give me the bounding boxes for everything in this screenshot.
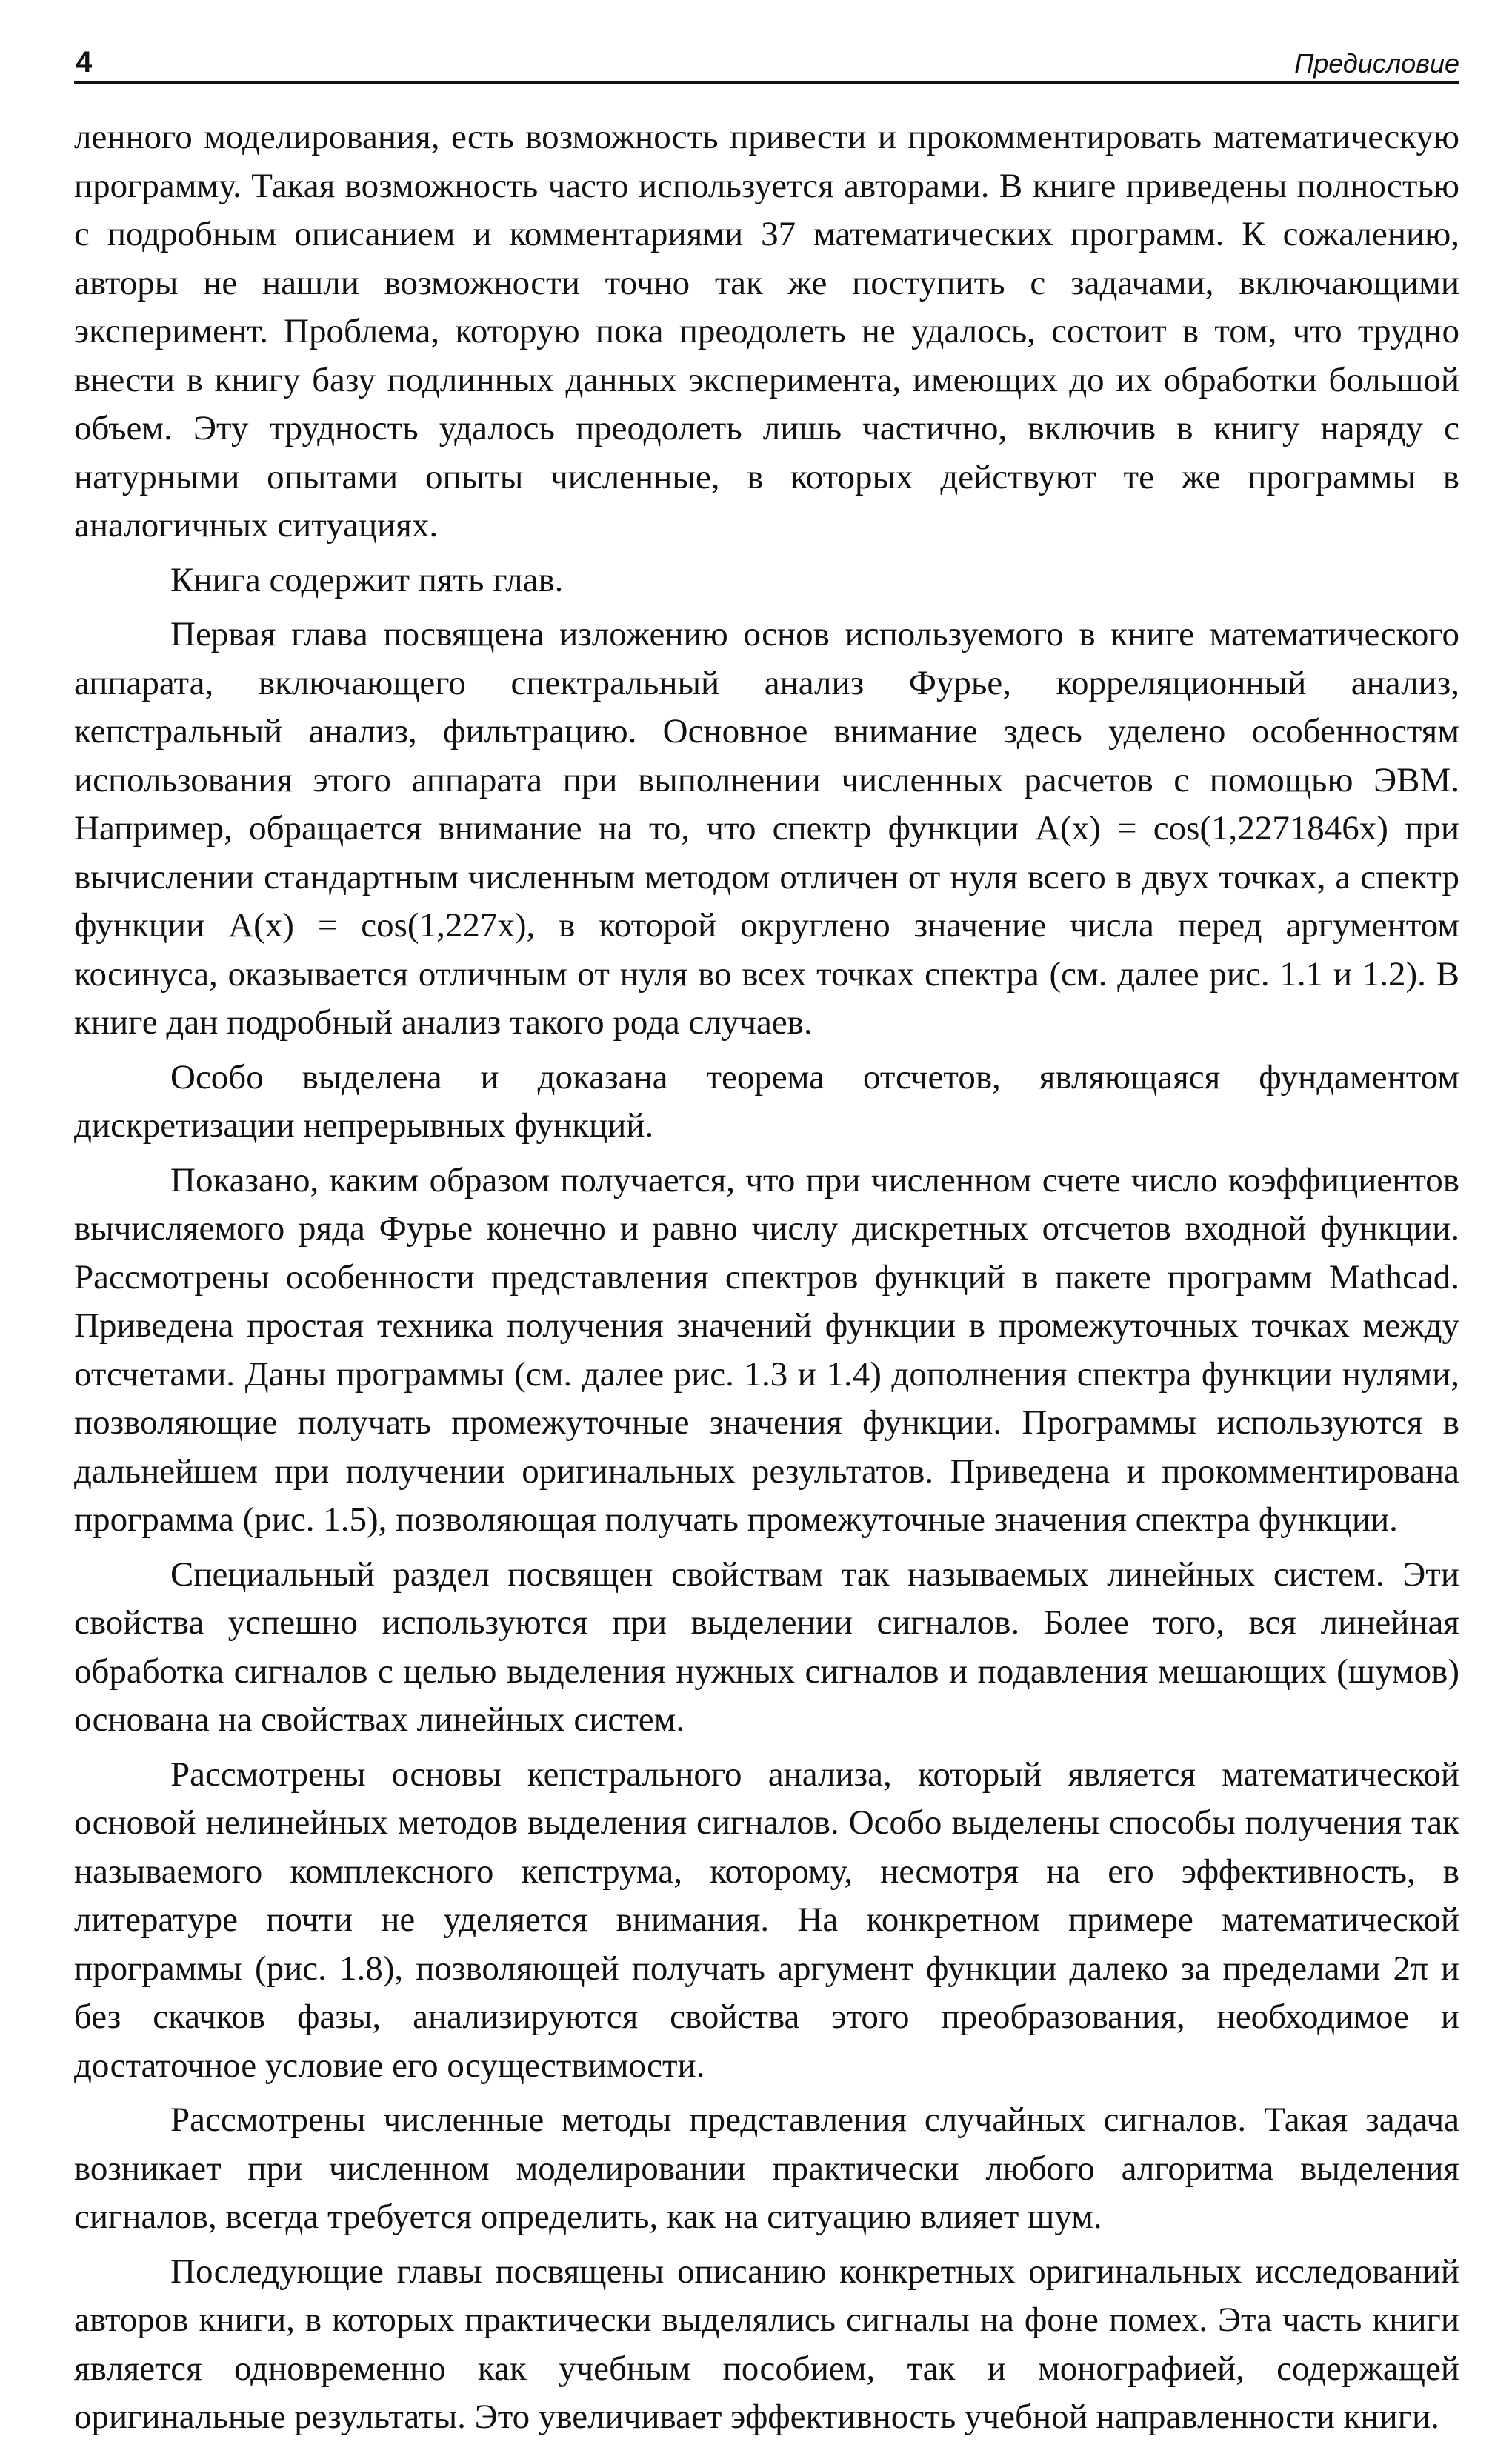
- paragraph-fourier-series: Показано, каким образом получается, что при численном счете число коэффициентов вычисляемого ряда Фурье конечно и равно числу дискретных отсчетов входной функции. Рассмотрены особенности представления спектров функций в пакете программ Mathcad. Приведена простая техника получения значений функции в промежуточных точках между отсчетами. Даны программы (см. далее рис. 1.3 и 1.4) дополнения спектра функции нулями, позволяющие получать промежуточные значения функции. Программы используются в дальнейшем при получении оригинальных результатов. Приведена и прокомментирована программа (рис. 1.5), позволяющая получать промежуточные значения спектра функции.: [74, 1160, 1459, 1539]
- paragraph-first-chapter: Первая глава посвящена изложению основ используемого в книге математического аппарата, включающего спектральный анализ Фурье, корреляционный анализ, кепстральный анализ, фильтрацию. Основное внимание здесь уделено особенностям использования этого аппарата при выполнении численных расчетов с помощью ЭВМ. Например, обращается внимание на то, что спектр функции A(x) = cos(1,2271846x) при вычислении стандартным численным методом отличен от нуля всего в двух точках, а спектр функции A(x) = cos(1,227x), в которой округлено значение числа перед аргументом косинуса, оказывается отличным от нуля во всех точках спектра (см. далее рис. 1.1 и 1.2). В книге дан подробный анализ такого рода случаев.: [74, 615, 1459, 1042]
- paragraph-chapters: Книга содержит пять глав.: [170, 560, 564, 599]
- body-text: [74, 113, 1459, 2442]
- paragraph-cepstral-analysis: Рассмотрены основы кепстрального анализа, который является математической основой нелинейных методов выделения сигналов. Особо выделены способы получения так называемого комплексного кепструма, которому, несмотря на его эффективность, в литературе почти не уделяется внимания. На конкретном примере математической программы (рис. 1.8), позволяющей получать аргумент функции далеко за пределами 2π и без скачков фазы, анализируются свойства этого преобразования, необходимое и достаточное условие его осуществимости.: [74, 1754, 1459, 2085]
- paragraph-linear-systems: Специальный раздел посвящен свойствам так называемых линейных систем. Эти свойства успешно используются при выделении сигналов. Более того, вся линейная обработка сигналов с целью выделения нужных сигналов и подавления мешающих (шумов) основана на свойствах линейных систем.: [74, 1554, 1459, 1739]
- book-page: [74, 33, 1459, 2436]
- paragraph-following-chapters: Последующие главы посвящены описанию конкретных оригинальных исследований авторов книги, в которых практически выделялись сигналы на фоне помех. Эта часть книги является одновременно как учебным пособием, так и монографией, содержащей оригинальные результаты. Это увеличивает эффективность учебной направленности книги.: [74, 2252, 1459, 2436]
- section-title: Предисловие: [1294, 48, 1459, 79]
- running-head: [74, 33, 1459, 84]
- paragraph-continued: ленного моделирования, есть возможность привести и прокомментировать математическую программу. Такая возможность часто используется авторами. В книге приведены полностью с подробным описанием и комментариями 37 математических программ. К сожалению, авторы не нашли возможности точно так же поступить с задачами, включающими эксперимент. Проблема, которую пока преодолеть не удалось, состоит в том, что трудно внести в книгу базу подлинных данных эксперимента, имеющих до их обработки большой объем. Эту трудность удалось преодолеть лишь частично, включив в книгу наряду с натурными опытами опыты численные, в которых действуют те же программы в аналогичных ситуациях.: [74, 118, 1459, 545]
- paragraph-sampling-theorem: Особо выделена и доказана теорема отсчетов, являющаяся фундаментом дискретизации непрерывных функций.: [74, 1057, 1459, 1145]
- page-number: 4: [76, 46, 93, 79]
- paragraph-random-signals: Рассмотрены численные методы представления случайных сигналов. Такая задача возникает при численном моделировании практически любого алгоритма выделения сигналов, всегда требуется определить, как на ситуацию влияет шум.: [74, 2100, 1459, 2236]
